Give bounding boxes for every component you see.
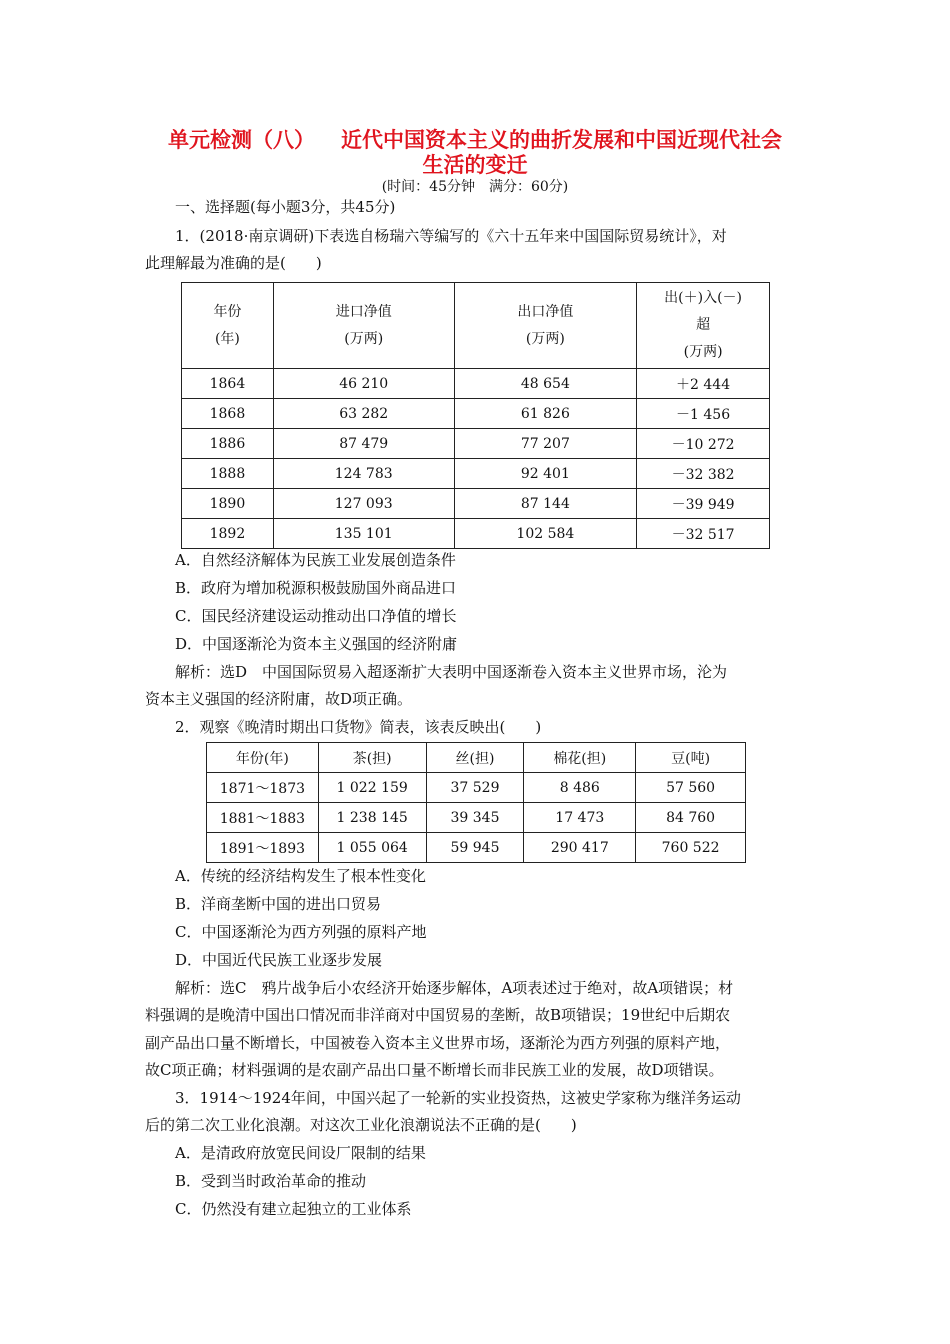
table-row	[182, 429, 770, 459]
q2-option-d: D．中国近代民族工业逐步发展	[175, 951, 383, 969]
table-cell: 290 417	[524, 833, 636, 863]
q1-analysis-line-1: 解析：选D 中国国际贸易入超逐渐扩大表明中国逐渐卷入资本主义世界市场，沦为	[175, 663, 728, 681]
table-cell: 57 560	[636, 773, 746, 803]
table-cell: 102 584	[454, 519, 637, 549]
q2-option-a: A．传统的经济结构发生了根本性变化	[175, 867, 426, 885]
table-row	[207, 833, 746, 863]
table-row	[207, 803, 746, 833]
title-line-2: 生活的变迁	[422, 153, 528, 177]
table-cell: 1 055 064	[318, 833, 426, 863]
q3-option-b: B．受到当时政治革命的推动	[175, 1172, 367, 1190]
header-cell: 棉花(担)	[524, 743, 636, 773]
header-cell: 茶(担)	[318, 743, 426, 773]
table-header-row	[207, 743, 746, 773]
table-cell: 1892	[182, 519, 274, 549]
title-unit-label: 单元检测（八）	[168, 128, 315, 152]
q2-analysis-line-4: 故C项正确；材料强调的是农副产品出口量不断增长而非民族工业的发展，故D项错误。	[145, 1061, 724, 1079]
q3-option-a: A．是清政府放宽民间设厂限制的结果	[175, 1144, 426, 1162]
q1-stem-line-2: 此理解最为准确的是( )	[145, 254, 322, 272]
table-header-row	[182, 283, 770, 369]
q1-option-b: B．政府为增加税源积极鼓励国外商品进口	[175, 579, 457, 597]
q2-analysis-line-1: 解析：选C 鸦片战争后小农经济开始逐步解体，A项表述过于绝对，故A项错误；材	[175, 979, 734, 997]
table-cell: 17 473	[524, 803, 636, 833]
q1-stem-line-1: 1．(2018·南京调研)下表选自杨瑞六等编写的《六十五年来中国国际贸易统计》，对	[175, 227, 727, 245]
table-cell: 135 101	[273, 519, 454, 549]
table-cell: 1864	[182, 369, 274, 399]
q2-analysis-line-3: 副产品出口量不断增长，中国被卷入资本主义世界市场，逐渐沦为西方列强的原料产地，	[145, 1034, 731, 1052]
table-cell: 1888	[182, 459, 274, 489]
table-cell: －10 272	[637, 429, 770, 459]
table-cell: 87 144	[454, 489, 637, 519]
table-cell: 8 486	[524, 773, 636, 803]
header-cell: 年份(年)	[207, 743, 319, 773]
table-cell: 84 760	[636, 803, 746, 833]
table-cell: 1890	[182, 489, 274, 519]
q2-option-b: B．洋商垄断中国的进出口贸易	[175, 895, 382, 913]
header-cell-export: 出口净值 (万两)	[454, 283, 637, 369]
q2-option-c: C．中国逐渐沦为西方列强的原料产地	[175, 923, 427, 941]
table-cell: －32 382	[637, 459, 770, 489]
header-cell: 丝(担)	[426, 743, 524, 773]
table-row	[182, 519, 770, 549]
header-cell: 豆(吨)	[636, 743, 746, 773]
q2-export-table	[206, 742, 746, 863]
q2-analysis-line-2: 料强调的是晚清中国出口情况而非洋商对中国贸易的垄断，故B项错误；19世纪中后期农	[145, 1006, 731, 1024]
table-cell: 39 345	[426, 803, 524, 833]
table-cell: 1881～1883	[207, 803, 319, 833]
table-cell: 63 282	[273, 399, 454, 429]
table-cell: 59 945	[426, 833, 524, 863]
q3-stem-line-2: 后的第二次工业化浪潮。对这次工业化浪潮说法不正确的是( )	[145, 1116, 577, 1134]
exam-time-info: (时间：45分钟 满分：60分)	[381, 179, 569, 195]
table-cell: 1 022 159	[318, 773, 426, 803]
table-cell: 87 479	[273, 429, 454, 459]
table-cell: 48 654	[454, 369, 637, 399]
table-cell: 77 207	[454, 429, 637, 459]
table-cell: －1 456	[637, 399, 770, 429]
table-cell: －39 949	[637, 489, 770, 519]
table-cell: 1 238 145	[318, 803, 426, 833]
table-cell: 124 783	[273, 459, 454, 489]
table-cell: 1891～1893	[207, 833, 319, 863]
table-cell: －32 517	[637, 519, 770, 549]
table-cell: 92 401	[454, 459, 637, 489]
table-cell: 1868	[182, 399, 274, 429]
q3-stem-line-1: 3．1914～1924年间，中国兴起了一轮新的实业投资热，这被史学家称为继洋务运动	[175, 1089, 741, 1107]
section-heading: 一、选择题(每小题3分，共45分)	[175, 198, 396, 216]
q1-analysis-line-2: 资本主义强国的经济附庸，故D项正确。	[145, 690, 413, 708]
table-row	[182, 369, 770, 399]
q2-stem: 2．观察《晚清时期出口货物》简表，该表反映出( )	[175, 718, 542, 736]
header-cell-year: 年份 (年)	[182, 283, 274, 369]
table-cell: 37 529	[426, 773, 524, 803]
table-cell: ＋2 444	[637, 369, 770, 399]
table-row	[182, 489, 770, 519]
table-cell: 760 522	[636, 833, 746, 863]
q1-trade-table	[181, 282, 770, 549]
header-cell-balance: 出(＋)入(－) 超 (万两)	[637, 283, 770, 369]
q1-option-a: A．自然经济解体为民族工业发展创造条件	[175, 551, 456, 569]
q3-option-c: C．仍然没有建立起独立的工业体系	[175, 1200, 412, 1218]
table-row	[182, 399, 770, 429]
header-cell-import: 进口净值 (万两)	[273, 283, 454, 369]
table-row	[207, 773, 746, 803]
table-row	[182, 459, 770, 489]
title-line-1	[130, 126, 820, 154]
table-cell: 127 093	[273, 489, 454, 519]
table-cell: 61 826	[454, 399, 637, 429]
table-cell: 1871～1873	[207, 773, 319, 803]
q1-option-d: D．中国逐渐沦为资本主义强国的经济附庸	[175, 635, 458, 653]
q1-option-c: C．国民经济建设运动推动出口净值的增长	[175, 607, 457, 625]
title-main: 近代中国资本主义的曲折发展和中国近现代社会	[341, 128, 782, 152]
table-cell: 46 210	[273, 369, 454, 399]
table-cell: 1886	[182, 429, 274, 459]
